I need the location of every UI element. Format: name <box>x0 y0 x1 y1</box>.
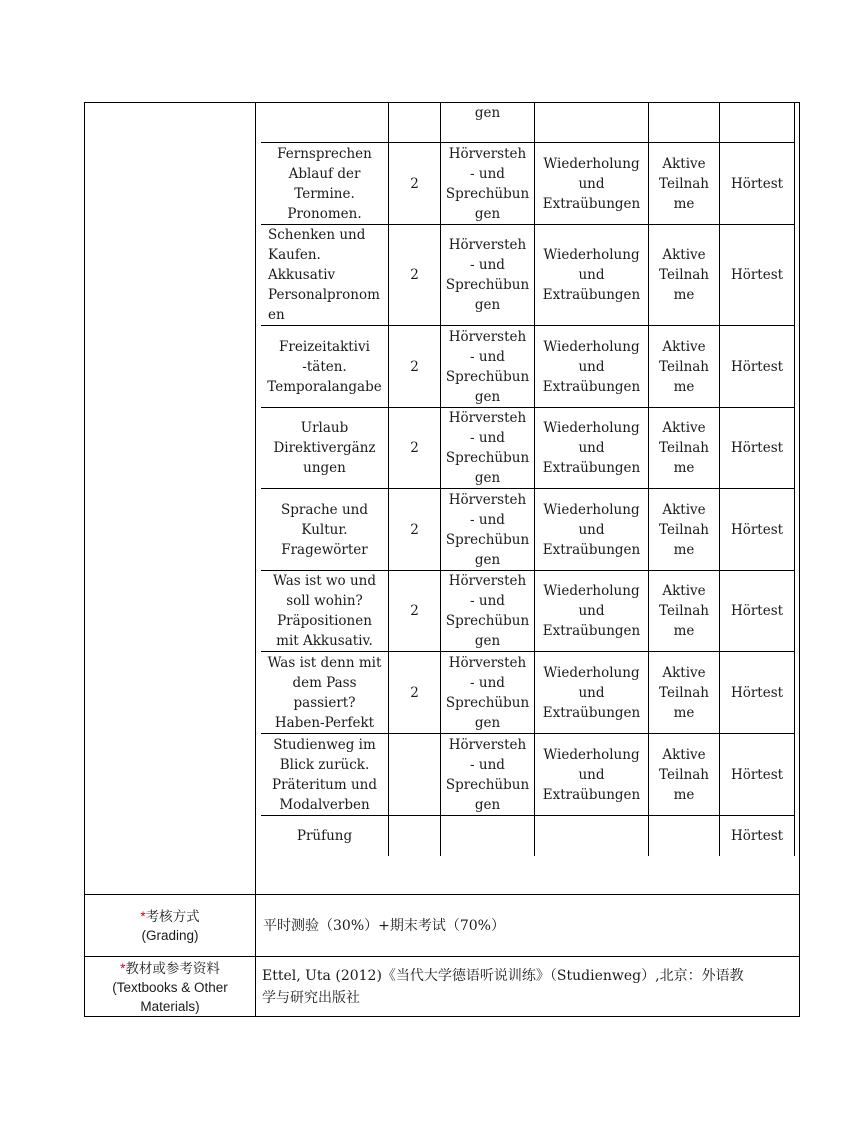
materials-value: Ettel, Uta (2012)《当代大学德语听说训练》（Studienweg）,北京：外语教 学与研究出版社 <box>262 968 744 1006</box>
participation-cell: Aktive Teilnah me <box>658 664 710 721</box>
assessment-cell: Hörtest <box>730 521 784 538</box>
homework-cell: Wiederholung und Extraübungen <box>542 155 641 212</box>
homework-cell: Wiederholung und Extraübungen <box>542 338 641 395</box>
topic-cell: Freizeitaktivi -täten. Temporalangabe <box>267 338 382 395</box>
participation-cell: Aktive Teilnah me <box>658 583 710 639</box>
participation-cell: Aktive Teilnah me <box>658 501 710 558</box>
participation-cell: Aktive Teilnah me <box>658 155 710 212</box>
required-star: * <box>140 909 146 924</box>
hours-cell: 2 <box>410 175 419 192</box>
hours-cell: 2 <box>410 267 419 283</box>
assessment-cell: Hörtest <box>730 358 784 375</box>
method-cell: Hörversteh - und Sprechübun gen <box>445 328 530 405</box>
section-divider-materials <box>84 956 800 957</box>
topic-cell: Sprache und Kultur. Fragewörter <box>281 501 368 558</box>
inner-col-line-6 <box>794 102 795 856</box>
materials-label-en: (Textbooks & Other Materials) <box>112 980 228 1014</box>
hours-cell <box>389 816 440 856</box>
topic-cell: Was ist wo und soll wohin? Präpositionen mit Akkusativ. <box>273 573 376 649</box>
hours-cell: 2 <box>410 358 419 375</box>
hours-cell <box>389 734 440 815</box>
assessment-cell: Hörtest <box>730 440 784 456</box>
participation-cell: Aktive Teilnah me <box>658 338 710 395</box>
assessment-cell: Hörtest <box>730 828 784 844</box>
method-cell: Hörversteh - und Sprechübun gen <box>445 145 530 222</box>
homework-cell: Wiederholung und Extraübungen <box>542 501 641 558</box>
materials-label <box>85 959 255 1016</box>
method-cell: Hörversteh - und Sprechübun gen <box>445 573 530 649</box>
topic-cell: Studienweg im Blick zurück. Präteritum und Modalverben <box>271 736 377 813</box>
grading-label-en: (Grading) <box>141 928 199 943</box>
method-cell: Hörversteh - und Sprechübun gen <box>445 736 530 813</box>
topic-cell: Urlaub Direktivergänz ungen <box>273 420 376 476</box>
assessment-cell: Hörtest <box>730 267 784 283</box>
method-cell: Hörversteh - und Sprechübun gen <box>445 491 530 568</box>
assessment-cell: Hörtest <box>730 175 784 192</box>
assessment-cell: Hörtest <box>730 684 784 701</box>
homework-cell: Wiederholung und Extraübungen <box>542 664 641 721</box>
grading-label <box>85 907 255 945</box>
homework-cell: Wiederholung und Extraübungen <box>542 420 641 476</box>
method-cell: Hörversteh - und Sprechübun gen <box>445 237 530 313</box>
section-divider-grading <box>84 894 800 895</box>
method-cell-fragment: gen <box>474 105 501 121</box>
column-divider-label <box>255 102 256 1017</box>
hours-cell: 2 <box>410 603 419 619</box>
participation-cell: Aktive Teilnah me <box>658 746 710 803</box>
grading-label-cn: 考核方式 <box>145 909 200 924</box>
method-cell: Hörversteh - und Sprechübun gen <box>445 654 530 731</box>
assessment-cell: Hörtest <box>730 603 784 619</box>
homework-cell: Wiederholung und Extraübungen <box>542 247 641 303</box>
materials-label-cn: 教材或参考资料 <box>125 961 220 976</box>
method-cell <box>441 816 534 856</box>
homework-cell: Wiederholung und Extraübungen <box>542 746 641 803</box>
hours-cell: 2 <box>410 684 419 701</box>
topic-cell: Prüfung <box>296 828 353 844</box>
method-cell: Hörversteh - und Sprechübun gen <box>445 410 530 486</box>
grading-value: 平时测验（30%）+期末考试（70%） <box>263 918 505 934</box>
participation-cell: Aktive Teilnah me <box>658 420 710 476</box>
topic-cell: Fernsprechen Ablauf der Termine. Pronomen. <box>277 145 372 222</box>
participation-cell: Aktive Teilnah me <box>658 247 710 303</box>
homework-cell: Wiederholung und Extraübungen <box>542 583 641 639</box>
assessment-cell: Hörtest <box>730 766 784 783</box>
homework-cell <box>535 816 648 856</box>
participation-cell <box>649 816 719 856</box>
required-star: * <box>120 961 126 976</box>
hours-cell: 2 <box>410 440 419 456</box>
topic-cell: Was ist denn mit dem Pass passiert? Haben-Perfekt <box>267 654 382 731</box>
hours-cell: 2 <box>410 521 419 538</box>
topic-cell: Schenken und Kaufen. Akkusativ Personalpronom en <box>268 227 380 323</box>
